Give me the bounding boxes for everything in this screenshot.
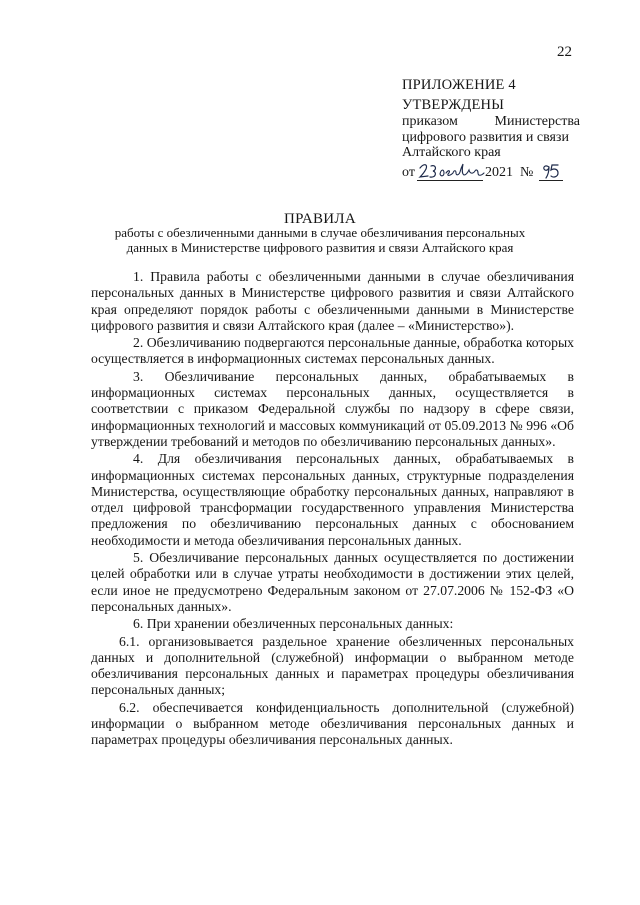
order-line bbox=[402, 114, 580, 130]
approval-block bbox=[402, 77, 580, 181]
paragraph-5: 5. Обезличивание персональных данных осуществляется по достижении целей обработки или в случае утраты необходимости в достижении этих целей, если иное не предусмотрено Федеральным законом от 27.07.2006 № 152-ФЗ «О персональных данных». bbox=[91, 550, 574, 614]
ministry-line: цифрового развития и связи bbox=[402, 129, 569, 145]
date-line bbox=[402, 163, 580, 181]
paragraph-6-2: 6.2. обеспечивается конфиденциальность дополнительной (служебной) информации о выбранном методе обезличивания персональных данных и параметрах процедуры обезличивания персональных данных. bbox=[91, 699, 574, 748]
handwritten-number-95 bbox=[541, 162, 563, 180]
paragraph-1: 1. Правила работы с обезличенными данными в случае обезличивания персональных данных в Министерстве цифрового развития и связи Алтайского края определяют порядок работы с обезличенными данными в Министерстве цифрового развития и связи Алтайского края (далее – «Министерство»). bbox=[91, 269, 574, 333]
order-word: приказом bbox=[402, 114, 458, 129]
paragraph-4: 4. Для обезличивания персональных данных, обрабатываемых в информационных системах персональных данных, структурные подразделения Министерства, осуществляющие обработку персональных данных, направляют в отдел цифровой трансформации государственного управления Министерства предложения по обезличиванию персональных данных с обоснованием необходимости и метода обезличивания персональных данных. bbox=[91, 451, 574, 548]
subtitle-line-2: данных в Министерстве цифрового развития и связи Алтайского края bbox=[126, 239, 514, 255]
paragraph-6: 6. При хранении обезличенных персональных данных: bbox=[133, 616, 454, 632]
document-subtitle bbox=[100, 226, 540, 255]
subtitle-line-1: работы с обезличенными данными в случае обезличивания персональных bbox=[114, 225, 526, 240]
paragraph-2: 2. Обезличиванию подвергаются персональные данные, обработка которых осуществляется в информационных системах персональных данных. bbox=[91, 335, 574, 367]
appendix-label: ПРИЛОЖЕНИЕ 4 bbox=[402, 77, 516, 93]
ministry-word: Министерства bbox=[494, 114, 580, 129]
approved-label: УТВЕРЖДЕНЫ bbox=[402, 97, 505, 113]
paragraph-3: 3. Обезличивание персональных данных, обрабатываемых в информационных системах персональных данных, осуществляется в соответствии с приказом Федеральной службы по надзору в сфере связи, информационных технологий и массовых коммуникаций от 05.09.2013 № 996 «Об утверждении требований и методов по обезличиванию персональных данных». bbox=[91, 368, 574, 449]
number-underline bbox=[539, 180, 563, 181]
number-sign: № bbox=[520, 164, 534, 180]
handwritten-date-29-december bbox=[418, 161, 486, 181]
document-title: ПРАВИЛА bbox=[283, 211, 357, 227]
page-number: 22 bbox=[557, 44, 572, 60]
region-line: Алтайского края bbox=[402, 145, 501, 160]
paragraph-6-1: 6.1. организовывается раздельное хранение обезличенных персональных данных и дополнительной (служебной) информации о выбранном методе обезличивания персональных данных и параметрах процедуры обезличивания персональных данных; bbox=[91, 633, 574, 698]
document-body bbox=[91, 269, 574, 749]
date-prefix: от bbox=[402, 164, 415, 180]
date-year: 2021 bbox=[485, 164, 513, 180]
